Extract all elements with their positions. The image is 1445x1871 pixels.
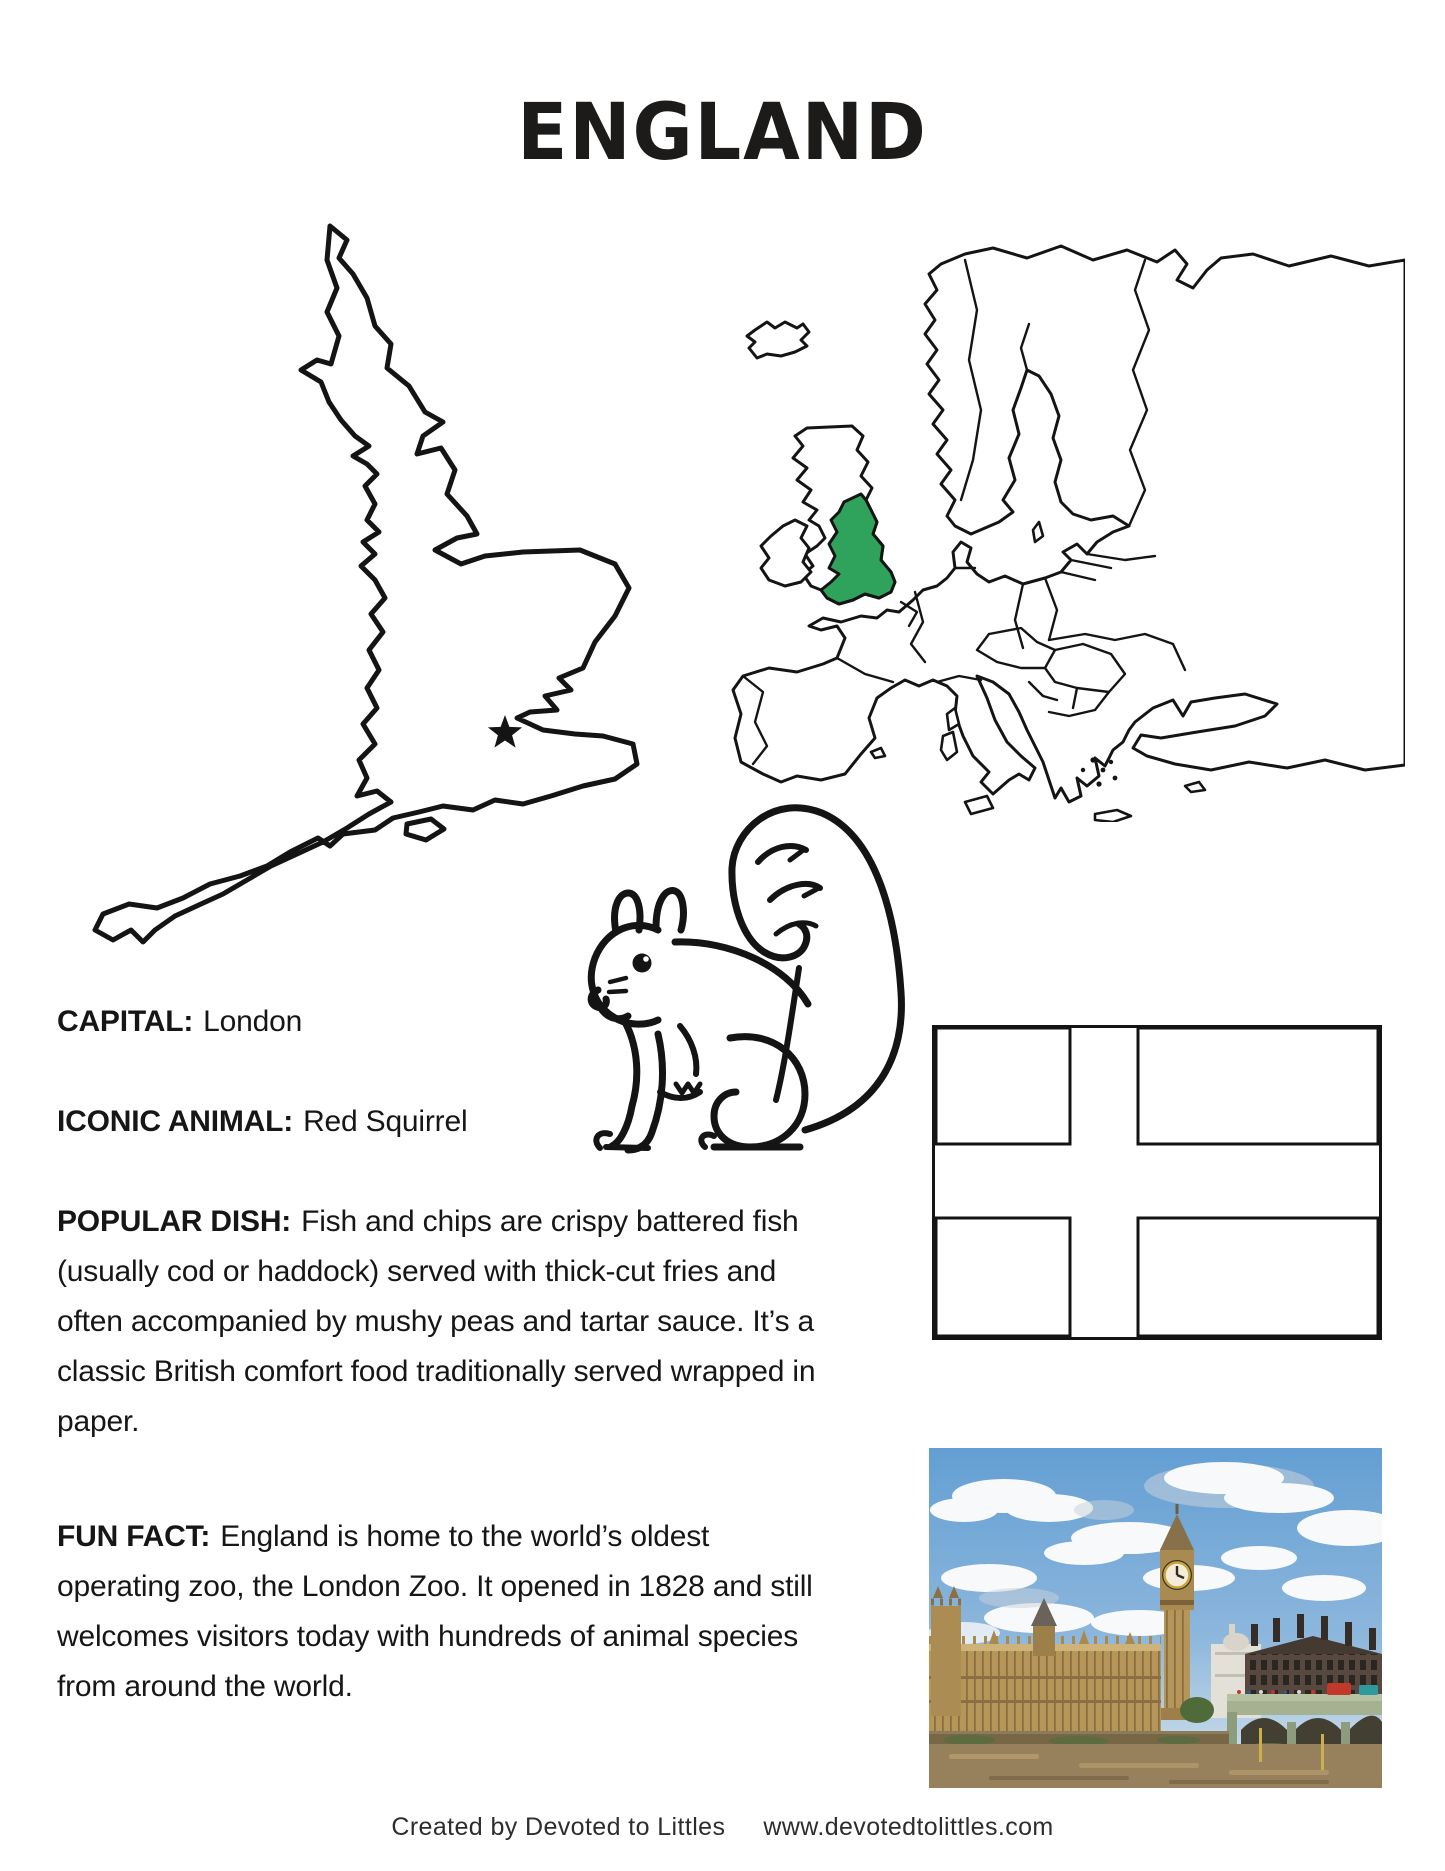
europe-outline-map	[625, 230, 1405, 822]
footer-created-by: Created by Devoted to Littles	[391, 1813, 726, 1841]
squirrel-back	[675, 942, 808, 1004]
fact-popular-dish	[57, 1197, 819, 1447]
fun-fact-text: England is home to the world’s oldest operating zoo, the London Zoo. It opened in 1828 and still welcomes visitors today with hundreds of animal species from around the world.	[57, 1520, 813, 1703]
popular-dish-text: Fish and chips are crispy battered fish (usually cod or haddock) served with thick-cut fries and often accompanied by mushy peas and tartar sauce. It’s a classic British comfort food traditionally served wrapped in paper.	[57, 1205, 816, 1438]
teal-bus	[1359, 1685, 1378, 1695]
squirrel-eye	[633, 954, 652, 973]
england-outline-map	[75, 218, 640, 963]
capital-value: London	[203, 1005, 303, 1038]
iconic-animal-value: Red Squirrel	[303, 1105, 468, 1138]
tree	[1180, 1697, 1214, 1723]
footer	[0, 1813, 1445, 1842]
ireland-outline	[761, 520, 811, 586]
squirrel-tail	[732, 808, 901, 1130]
fact-fun-fact	[57, 1512, 819, 1712]
england-coastline	[95, 226, 637, 942]
iceland-outline	[747, 322, 809, 358]
buoy-pole	[1321, 1734, 1324, 1770]
red-bus	[1327, 1683, 1351, 1695]
england-flag-outline	[932, 1025, 1382, 1340]
popular-dish-label: POPULAR DISH:	[57, 1205, 292, 1238]
fun-fact-label: FUN FACT:	[57, 1520, 211, 1553]
squirrel-fur-zigzag	[676, 1084, 700, 1093]
capital-label: CAPITAL:	[57, 1005, 194, 1038]
buoy-pole	[1259, 1728, 1262, 1762]
squirrel-ear-right	[656, 891, 683, 930]
iconic-animal-label: ICONIC ANIMAL:	[57, 1105, 294, 1138]
footer-website: www.devotedtolittles.com	[763, 1813, 1054, 1841]
isle-of-wight-outline	[406, 819, 444, 840]
page-title: ENGLAND	[517, 88, 928, 178]
clock-face	[1162, 1560, 1192, 1590]
fact-iconic-animal	[57, 1097, 819, 1147]
london-landmarks-photo	[929, 1448, 1382, 1788]
fact-capital	[57, 997, 819, 1047]
